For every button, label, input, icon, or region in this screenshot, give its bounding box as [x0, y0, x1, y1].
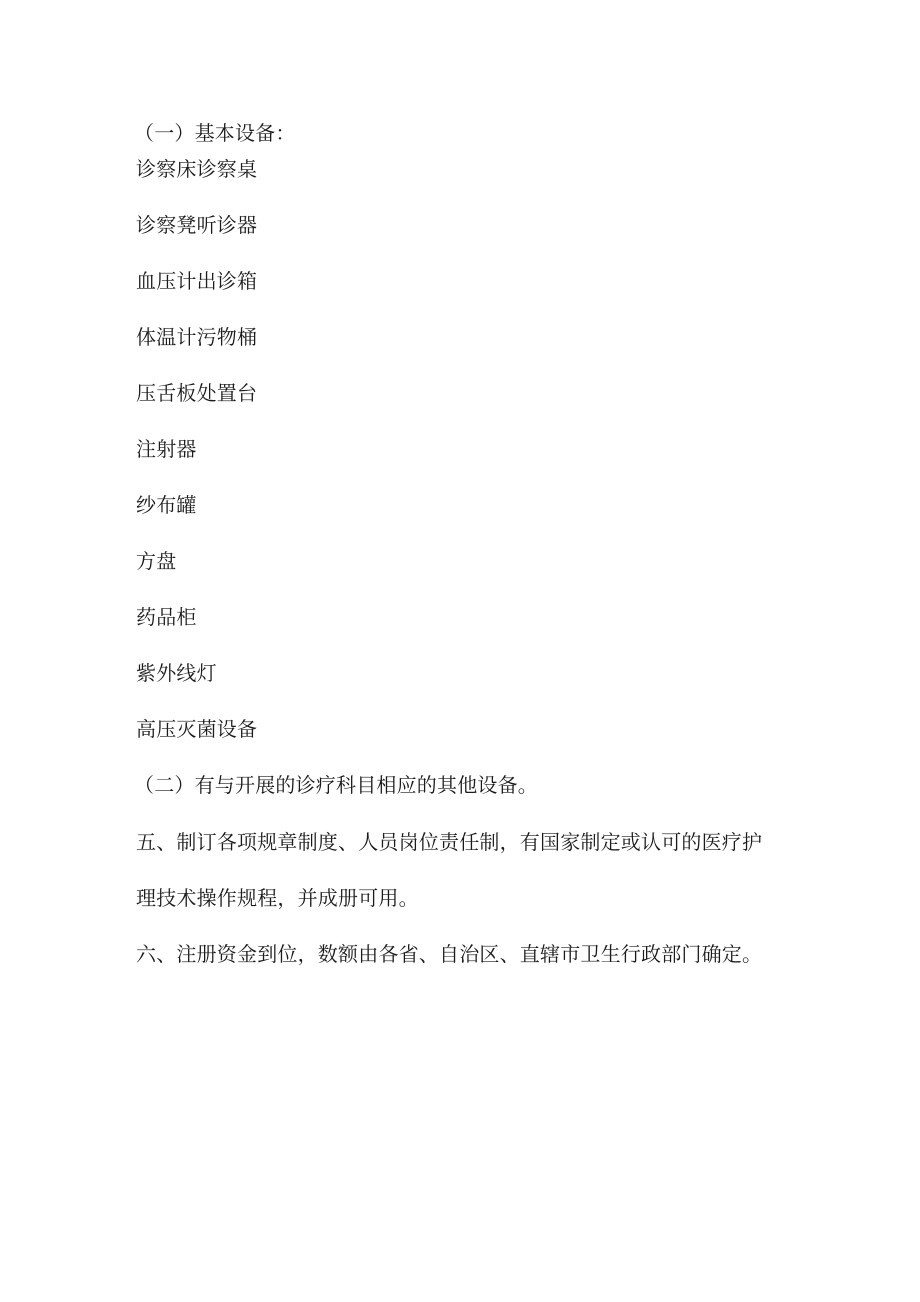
- other-equipment-heading: （二）有与开展的诊疗科目相应的其他设备。: [134, 773, 538, 797]
- clause-five-line1: 五、制订各项规章制度、人员岗位责任制，有国家制定或认可的医疗护: [136, 830, 763, 854]
- equipment-item: 紫外线灯: [136, 661, 217, 685]
- equipment-item: 纱布罐: [136, 493, 197, 517]
- equipment-item: 体温计污物桶: [136, 325, 258, 349]
- equipment-item: 诊察床诊察桌: [136, 157, 258, 181]
- equipment-item: 压舌板处置台: [136, 381, 258, 405]
- basic-equipment-heading: （一）基本设备：: [134, 121, 296, 145]
- equipment-item: 血压计出诊箱: [136, 269, 258, 293]
- equipment-item: 方盘: [136, 549, 177, 573]
- equipment-item: 高压灭菌设备: [136, 717, 258, 741]
- equipment-item: 注射器: [136, 437, 197, 461]
- equipment-item: 诊察凳听诊器: [136, 213, 258, 237]
- equipment-item: 药品柜: [136, 605, 197, 629]
- clause-six: 六、注册资金到位，数额由各省、自治区、直辖市卫生行政部门确定。: [136, 942, 763, 966]
- clause-five-line2: 理技术操作规程，并成册可用。: [136, 886, 419, 910]
